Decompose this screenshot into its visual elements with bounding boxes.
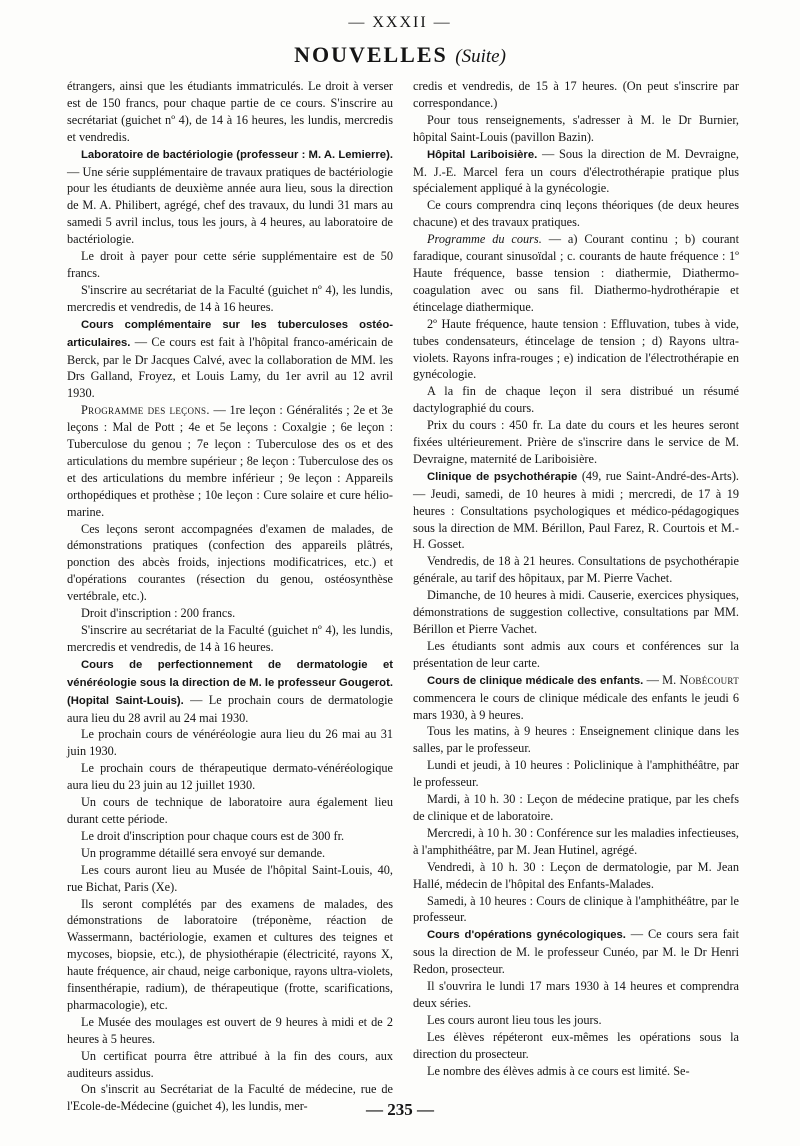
paragraph: Cours de perfectionnement de dermatologie et vénéréologie sous la direction de M. le professeur Gougerot. (Hopital Saint-Louis). — Le prochain cours de dermatologie aura lieu du 28 avril au 24 mai 1930.: [67, 658, 393, 725]
paragraph: Cours d'opérations gynécologiques. — Ce cours sera fait sous la direction de M. le professeur Cunéo, par M. le Dr Henri Redon, prosecteur.: [413, 927, 739, 977]
paragraph: Le prochain cours de vénéréologie aura lieu du 26 mai au 31 juin 1930.: [67, 727, 393, 759]
paragraph: Vendredis, de 18 à 21 heures. Consultations de psychothérapie générale, au tarif des hôpitaux, par M. Pierre Vachet.: [413, 554, 739, 586]
section-title-suffix: (Suite): [455, 46, 506, 67]
paragraph: Tous les matins, à 9 heures : Enseignement clinique dans les salles, par le professeur.: [413, 724, 739, 756]
section-title: NOUVELLES: [294, 42, 448, 67]
paragraph-heading: Cours de clinique médicale des enfants.: [427, 674, 644, 687]
paragraph-heading: Laboratoire de bactériologie (professeur : M. A. Lemierre).: [81, 148, 393, 161]
paragraph: S'inscrire au secrétariat de la Faculté (guichet nº 4), les lundis, mercredis et vendredis, de 14 à 16 heures.: [67, 623, 393, 654]
paragraph: Clinique de psychothérapie (49, rue Saint-André-des-Arts). — Jeudi, samedi, de 10 heures à midi ; mercredi, de 17 à 19 heures : Consultations psychologiques et médico-pédagogiques sous la direction de MM. Bérillon, Paul Farez, R. Courtois et M.-H. Gosset.: [413, 468, 739, 552]
paragraph: Un programme détaillé sera envoyé sur demande.: [81, 845, 326, 860]
paragraph-heading: Cours complémentaire sur les tuberculoses ostéo-articulaires.: [67, 318, 393, 349]
paragraph: Les cours auront lieu tous les jours.: [427, 1012, 602, 1027]
paragraph-heading: Programme du cours.: [427, 232, 542, 247]
paragraph: Programme des leçons. — 1re leçon : Généralités ; 2e et 3e leçons : Mal de Pott ; 4e et 5e leçons : Coxalgie ; 6e leçon : Tuberculose du genou ; 7e leçon : Tuberculose des os et des articulations du membre supérieur ; 8e leçon : Tuberculose des os et des articulations du membre inférieur ; 9e leçon : Appareils orthopédiques et prothèse ; 10e leçon : Cure solaire et cure hélio-marine.: [67, 403, 394, 519]
paragraph-heading: Programme des leçons.: [81, 403, 210, 418]
paragraph: Les étudiants sont admis aux cours et conférences sur la présentation de leur carte.: [413, 638, 739, 670]
page-number: — 235 —: [366, 1100, 434, 1119]
paragraph: Ils seront complétés par des examens de malades, des démonstrations de laboratoire (tréponème, réaction de Wassermann, bactériologie, examen et cultures des teignes et mycoses, biopsie, etc.), de physiothérapie (électricité, rayons X, haute fréquence, air chaud, neige carbonique, rayons ultra-violets, finsenthérapie, radium), de thérapeutique (frotte, scarifications, pharmacologie), etc.: [67, 896, 393, 1012]
paragraph: Les cours auront lieu au Musée de l'hôpital Saint-Louis, 40, rue Bichat, Paris (Xe).: [67, 862, 393, 894]
paragraph: Cours complémentaire sur les tuberculoses ostéo-articulaires. — Ce cours est fait à l'hôpital franco-américain de Berck, par le Dr Jacques Calvé, avec la collaboration de MM. les Drs Galland, Froyez, et Louis Lamy, du 1er avril au 12 avril 1930.: [67, 318, 393, 401]
paragraph: Vendredi, à 10 h. 30 : Leçon de dermatologie, par M. Jean Hallé, médecin de l'hôpital des Enfants-Malades.: [413, 859, 739, 891]
paragraph: Ces leçons seront accompagnées d'examen de malades, de démonstrations pratiques (confection des appareils plâtrés, ponction des abcès froids, injections modificatrices, etc.) et d'opérations courantes (résection du genou, ostéosynthèse vertébrale, etc.).: [67, 521, 393, 604]
paragraph: Il s'ouvrira le lundi 17 mars 1930 à 14 heures et comprendra deux séries.: [413, 979, 739, 1010]
paragraph-heading: Cours de perfectionnement de dermatologie et vénéréologie sous la direction de M. le professeur Gougerot. (Hopital Saint-Louis).: [67, 658, 393, 707]
paragraph: S'inscrire au secrétariat de la Faculté (guichet nº 4), les lundis, mercredis et vendredis, de 14 à 16 heures.: [67, 282, 393, 314]
paragraph: Un certificat pourra être attribué à la fin des cours, aux auditeurs assidus.: [67, 1048, 393, 1080]
paragraph: Le prochain cours de thérapeutique dermato-vénéréologique aura lieu du 23 juin au 12 juillet 1930.: [67, 761, 393, 793]
roman-page-number: — XXXII —: [348, 14, 452, 31]
paragraph: On s'inscrit au Secrétariat de la Faculté de médecine, rue de l'Ecole-de-Médecine (guichet 4), les lundis, mer-: [67, 1082, 393, 1114]
professor-name: Nobécourt: [679, 672, 739, 687]
paragraph: Samedi, à 10 heures : Cours de clinique à l'amphithéâtre, par le professeur.: [413, 893, 739, 925]
paragraph-heading: Clinique de psychothérapie: [427, 470, 578, 483]
paragraph: Un cours de technique de laboratoire aura également lieu durant cette période.: [67, 795, 393, 826]
section-heading: [0, 42, 800, 68]
paragraph: credis et vendredis, de 15 à 17 heures. (On peut s'inscrire par correspondance.): [413, 79, 739, 110]
paragraph: 2º Haute fréquence, haute tension : Effluvation, tubes à vide, tubes condensateurs, étincelage de tension ; d) Rayons ultra-violets. Rayons infra-rouges ; e) indication de l'électrothérapie en gynécologie.: [413, 316, 739, 382]
paragraph: Prix du cours : 450 fr. La date du cours et les heures seront fixées ultérieurement. Prière de s'inscrire dans le service de M. Devraigne, maternité de Lariboisière.: [413, 418, 739, 466]
right-column: [413, 78, 739, 1079]
paragraph: Le Musée des moulages est ouvert de 9 heures à midi et de 2 heures à 5 heures.: [67, 1014, 393, 1046]
paragraph: Pour tous renseignements, s'adresser à M. le Dr Burnier, hôpital Saint-Louis (pavillon Bazin).: [413, 112, 739, 144]
paragraph: Ce cours comprendra cinq leçons théoriques (de deux heures chacune) et des travaux pratiques.: [413, 198, 739, 230]
paragraph: Le droit à payer pour cette série supplémentaire est de 50 francs.: [67, 249, 393, 280]
paragraph: Mardi, à 10 h. 30 : Leçon de médecine pratique, par les chefs de clinique et de laboratoire.: [413, 792, 739, 823]
paragraph: Dimanche, de 10 heures à midi. Causerie, exercices physiques, démonstrations de suggestion collective, consultations par MM. Bérillon et Pierre Vachet.: [413, 588, 739, 636]
paragraph-heading: Cours d'opérations gynécologiques.: [427, 929, 626, 942]
paragraph: Programme du cours. — a) Courant continu ; b) courant faradique, courant sinusoïdal ; c. courants de haute fréquence : 1º Haute fréquence, basse tension : diathermie, Diathermo-coagulation avec ou sans fil. Diathermo-hydrothérapie et étincelage diathermique.: [413, 232, 739, 314]
paragraph: Le nombre des élèves admis à ce cours est limité. Se-: [427, 1063, 690, 1078]
paragraph: Cours de clinique médicale des enfants. — M. Nobécourt commencera le cours de clinique médicale des enfants le jeudi 6 mars 1930, à 9 heures.: [413, 672, 739, 722]
paragraph-heading: Hôpital Lariboisière.: [427, 148, 538, 161]
paragraph: étrangers, ainsi que les étudiants immatriculés. Le droit à verser est de 150 francs, pour chaque partie de ce cours. S'inscrire au secrétariat (guichet nº 4), de 14 à 16 heures, les lundis, mercredis et vendredis.: [67, 79, 393, 144]
paragraph: Droit d'inscription : 200 francs.: [81, 606, 236, 621]
paragraph: Mercredi, à 10 h. 30 : Conférence sur les maladies infectieuses, à l'amphithéâtre, par M. Jean Hutinel, agrégé.: [413, 825, 739, 857]
paragraph: Les élèves répéteront eux-mêmes les opérations sous la direction du prosecteur.: [413, 1029, 739, 1061]
paragraph: Lundi et jeudi, à 10 heures : Policlinique à l'amphithéâtre, par le professeur.: [413, 758, 739, 790]
left-column: [67, 78, 393, 1115]
paragraph: Le droit d'inscription pour chaque cours est de 300 fr.: [81, 828, 345, 843]
paragraph: Hôpital Lariboisière. — Sous la direction de M. Devraigne, M. J.-E. Marcel fera un cours d'électrothérapie pratique plus spécialement appliqué à la gynécologie.: [413, 146, 739, 196]
paragraph: A la fin de chaque leçon il sera distribué un résumé dactylographié du cours.: [413, 384, 739, 416]
paragraph: Laboratoire de bactériologie (professeur : M. A. Lemierre). — Une série supplémentaire de travaux pratiques de bactériologie pour les étudiants de deuxième année aura lieu, sous la direction de M. A. Philibert, agrégé, chef des travaux, du lundi 31 mars au samedi 5 avril inclus, tous les jours, à 4 heures, au laboratoire de bactériologie.: [67, 148, 393, 247]
